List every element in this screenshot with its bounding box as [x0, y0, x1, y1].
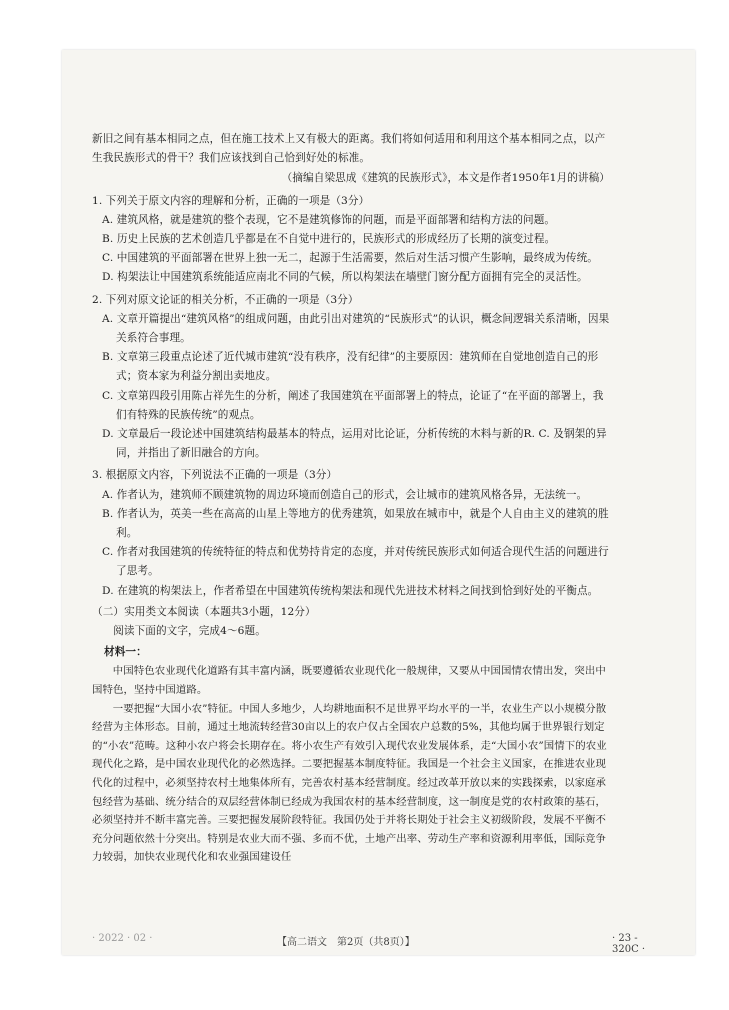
question-3 [92, 466, 610, 600]
footer-exam-code: · 23 - 320C · [612, 933, 646, 955]
question-1 [92, 192, 610, 288]
option-c: C. 作者对我国建筑的传统特征的特点和优势持肯定的态度，并对传统民族形式如何适合现代生活的问题进行了思考。 [102, 546, 609, 578]
question-2 [92, 291, 610, 464]
section-title: （二）实用类文本阅读（本题共3小题，12分） [92, 605, 316, 618]
option-b: B. 文章第三段重点论述了近代城市建筑“没有秩序，没有纪律”的主要原因：建筑师在自觉地创造自己的形式；资本家为利益分割出卖地皮。 [102, 351, 599, 383]
option-c: C. 中国建筑的平面部署在世界上独一无二，起源于生活需要，然后对生活习惯产生影响，最终成为传统。 [102, 252, 598, 265]
option-a: A. 建筑风格，就是建筑的整个表现，它不是建筑修饰的问题，而是平面部署和结构方法的问题。 [102, 213, 556, 226]
option-d: D. 构架法让中国建筑系统能适应南北不同的气候，所以构架法在墙壁门窗分配方面拥有完全的灵活性。 [102, 271, 588, 284]
option-c: C. 文章第四段引用陈占祥先生的分析，阐述了我国建筑在平面部署上的特点，论证了“在平面的部署上，我们有特殊的民族传统”的观点。 [102, 389, 604, 421]
option-b: B. 历史上民族的艺术创造几乎都是在不自觉中进行的，民族形式的形成经历了长期的演变过程。 [102, 233, 556, 246]
material-label: 材料一： [104, 646, 147, 659]
material-paragraph: 中国特色农业现代化道路有其丰富内涵，既要遵循农业现代化一般规律，又要从中国国情农情出发，突出中国特色，坚持中国道路。 [92, 665, 606, 697]
material-body [92, 662, 610, 867]
section-instruction: 阅读下面的文字，完成4～6题。 [113, 625, 266, 638]
option-a: A. 作者认为，建筑师不顾建筑物的周边环境而创造自己的形式，会让城市的建筑风格各异，无法统一。 [102, 488, 588, 501]
question-stem: 3. 根据原文内容，下列说法不正确的一项是（3分） [92, 469, 338, 482]
footer-left-mark: · 2022 · 02 · [92, 933, 153, 944]
option-b: B. 作者认为，英美一些在高高的山星上等地方的优秀建筑，如果放在城市中，就是个人自由主义的建筑的胜利。 [102, 507, 609, 540]
page-content [92, 130, 610, 867]
material-paragraph: 一要把握“大国小农”特征。中国人多地少，人均耕地面积不足世界平均水平的一半，农业生产以小规模分散经营为主体形态。目前，通过土地流转经营30亩以上的农户仅占全国农户总数的5%，其他均属于世界银行划定的“小农”范畴。这种小农户将会长期存在。将小农生产有效引入现代农业发展体系，走“大国小农”国情下的农业现代化之路，是中国农业现代化的必然选择。二要把握基本制度特征。我国是一个社会主义国家，在推进农业现代化的过程中，必须坚持农村土地集体所有，完善农村基本经营制度。经过改革开放以来的实践探索，以家庭承包经营为基础、统分结合的双层经营体制已经成为我国农村的基本经营制度，这一制度是党的农村政策的基石，必须坚持并不断丰富完善。三要把握发展阶段特征。我国仍处于并将长期处于社会主义初级阶段，发展不平衡不充分问题依然十分突出。特别是农业大而不强、多而不优，土地产出率、劳动生产率和资源利用率低，国际竞争力较弱，加快农业现代化和农业强国建设任 [92, 702, 607, 864]
question-stem: 2. 下列对原文论证的相关分析，不正确的一项是（3分） [92, 293, 359, 306]
intro-paragraph: 新旧之间有基本相同之点，但在施工技术上又有极大的距离。我们将如何适用和利用这个基本相同之点，以产生我民族形式的骨干？我们应该找到自己恰到好处的标准。 [92, 133, 606, 165]
option-d: D. 文章最后一段论述中国建筑结构最基本的特点，运用对比论证，分析传统的木料与新的R. C. 及钢架的异同，并指出了新旧融合的方向。 [102, 428, 607, 460]
option-d: D. 在建筑的构架法上，作者希望在中国建筑传统构架法和现代先进技术材料之间找到恰到好处的平衡点。 [102, 584, 599, 597]
source-note: （摘编自梁思成《建筑的民族形式》，本文是作者1950年1月的讲稿） [281, 172, 610, 185]
footer-page-number: 【高二语文 第2页（共8页）】 [277, 937, 415, 948]
option-a: A. 文章开篇提出“建筑风格”的组成问题，由此引出对建筑的“民族形式”的认识，概念间逻辑关系清晰，因果关系符合事理。 [102, 312, 610, 345]
question-stem: 1. 下列关于原文内容的理解和分析，正确的一项是（3分） [92, 194, 370, 207]
